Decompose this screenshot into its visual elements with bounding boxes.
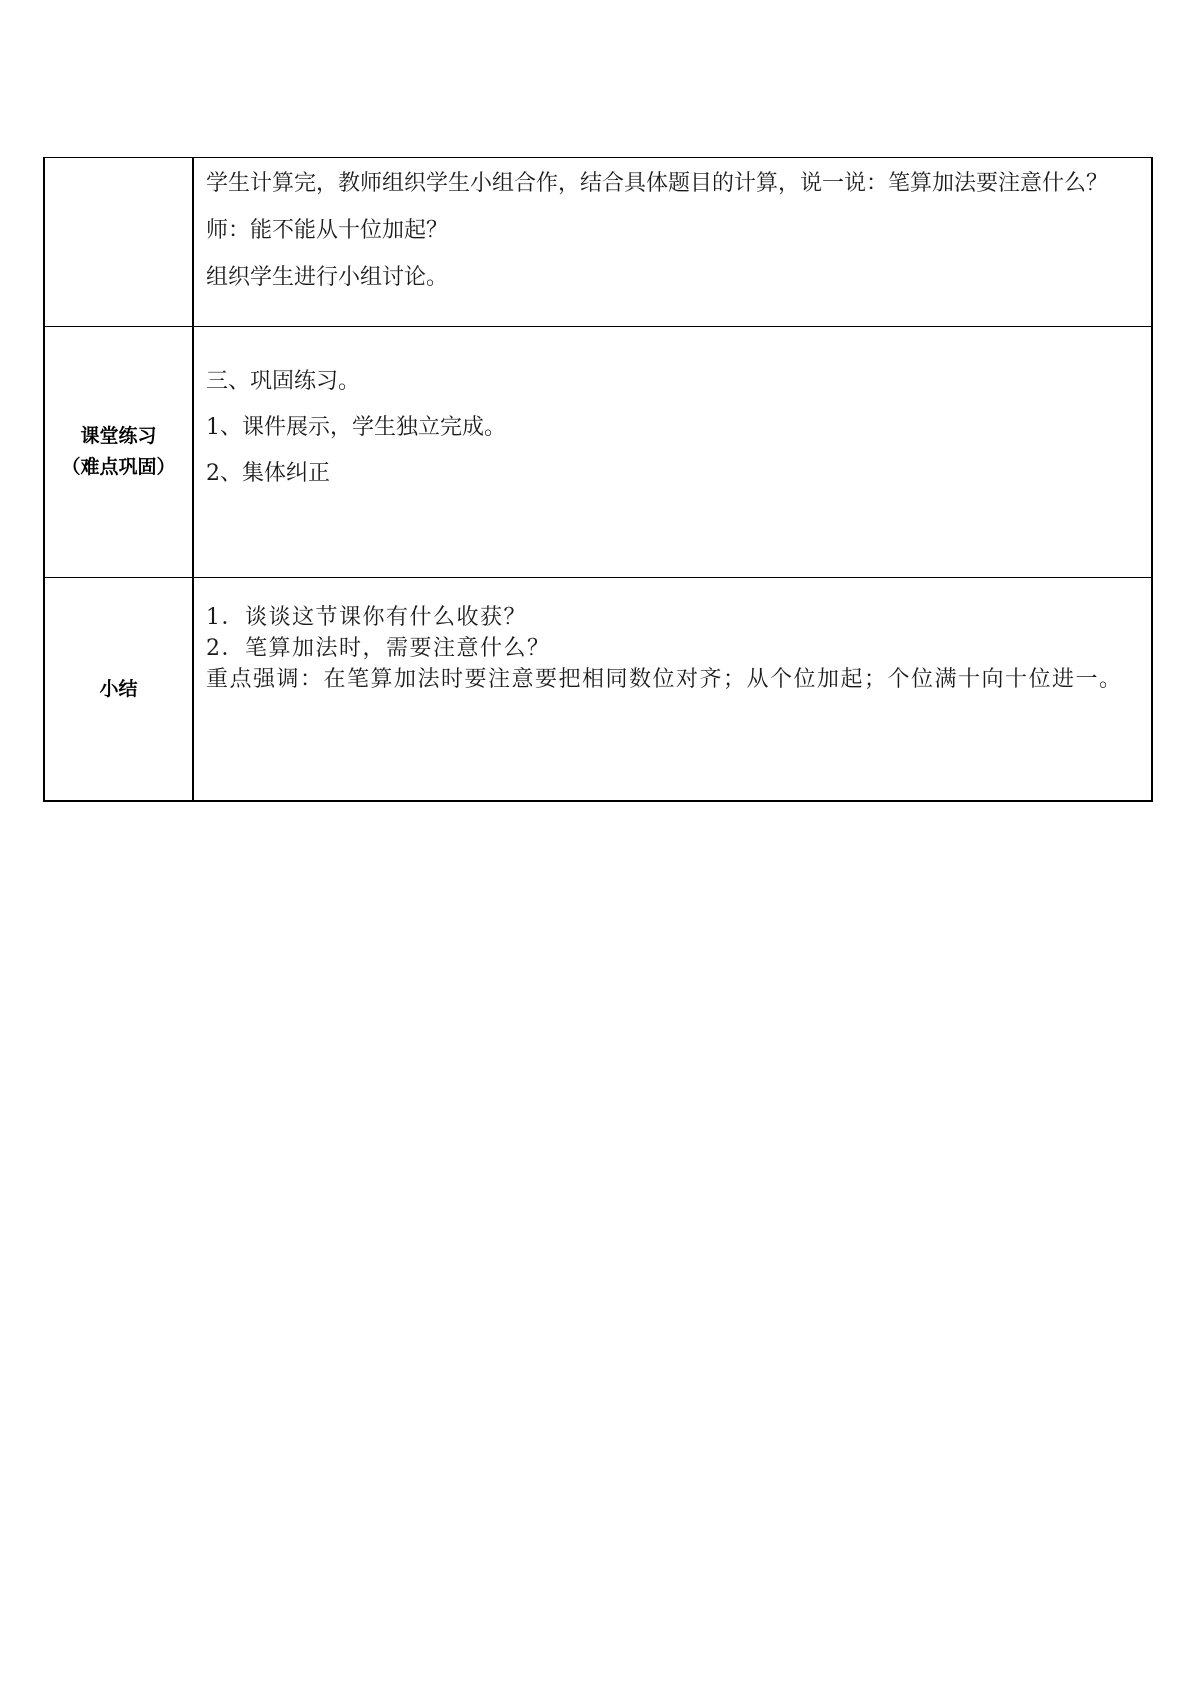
content-paragraph: 1．谈谈这节课你有什么收获？ — [206, 605, 527, 630]
content-paragraph: 三、巩固练习。 — [206, 369, 361, 394]
content-paragraph: 组织学生进行小组讨论。 — [206, 265, 449, 290]
lesson-plan-table — [43, 157, 1153, 802]
content-paragraph: 2、集体纠正 — [206, 461, 330, 486]
content-paragraph: 2．笔算加法时，需要注意什么？ — [206, 636, 551, 661]
row-content-cell — [193, 578, 1152, 802]
content-paragraph: 1、课件展示，学生独立完成。 — [206, 415, 506, 440]
table-row-classroom-practice — [44, 327, 1152, 578]
row-label-subtitle: （难点巩固） — [61, 456, 176, 478]
row-label-cell — [44, 158, 193, 327]
content-paragraph: 重点强调：在笔算加法时要注意要把相同数位对齐；从个位加起；个位满十向十位进一。 — [206, 667, 1123, 692]
table-row-summary — [44, 578, 1152, 802]
row-label-cell — [44, 578, 193, 802]
row-content-cell — [193, 327, 1152, 578]
row-label: 课堂练习 — [80, 425, 157, 447]
row-label: 小结 — [99, 677, 138, 700]
table-row-discussion — [44, 158, 1152, 327]
row-content-cell — [193, 158, 1152, 327]
row-label-cell — [44, 327, 193, 578]
content-paragraph: 学生计算完，教师组织学生小组合作，结合具体题目的计算，说一说：笔算加法要注意什么？ — [206, 171, 1109, 196]
content-paragraph: 师：能不能从十位加起？ — [206, 218, 449, 243]
